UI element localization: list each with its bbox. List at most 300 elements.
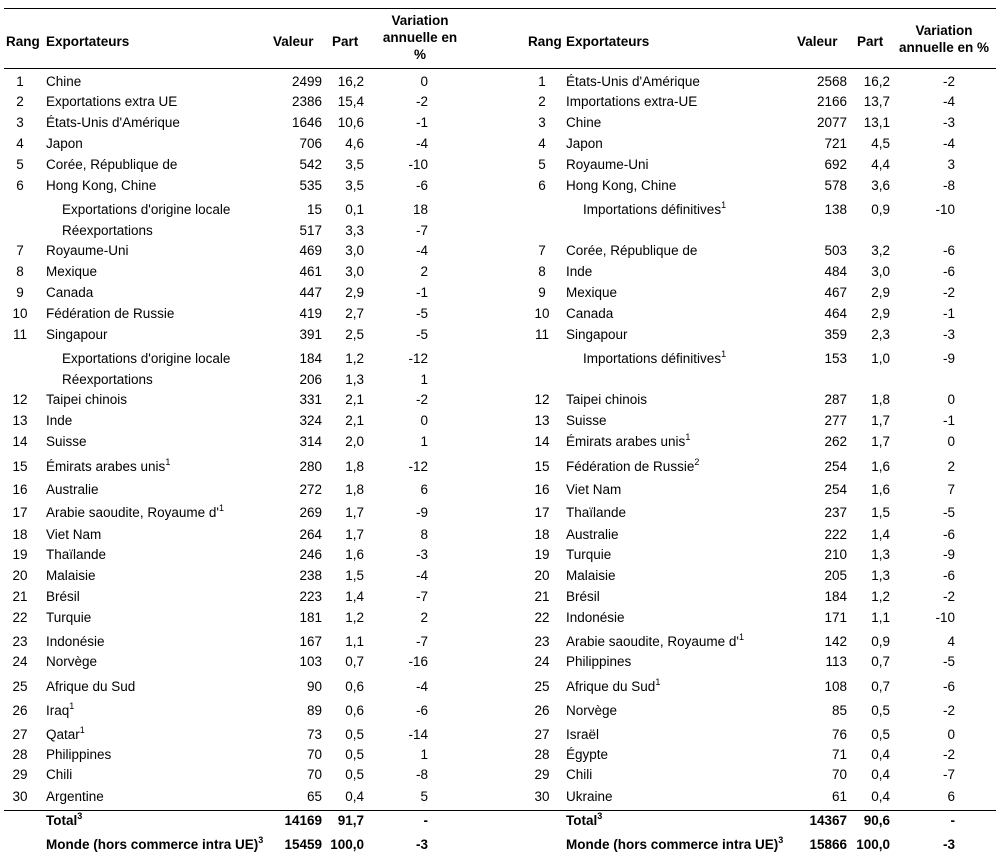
value-left: 238: [299, 568, 322, 583]
rank-right: 20: [534, 568, 550, 583]
rank-right: 2: [538, 94, 546, 109]
share-left: 15,4: [337, 94, 364, 109]
rank-left: 30: [12, 789, 28, 804]
country-name-right: Malaisie: [566, 568, 616, 583]
share-right: 0,5: [871, 727, 890, 742]
country-name-right: Chili: [566, 767, 593, 782]
footnote-marker: 3: [597, 811, 603, 821]
share-left: 1,6: [345, 547, 364, 562]
value-right: 14367: [809, 813, 847, 828]
rank-left: 1: [16, 74, 24, 89]
country-name-left: Réexportations: [62, 372, 153, 387]
change-left: -7: [415, 634, 428, 649]
value-left: 391: [299, 327, 322, 342]
share-right: 0,4: [871, 767, 890, 782]
change-left: 2: [420, 610, 428, 625]
share-right: 1,4: [871, 527, 890, 542]
country-name-left: Norvège: [46, 654, 98, 669]
rank-right: 18: [534, 527, 550, 542]
change-left: -1: [415, 285, 428, 300]
value-right: 464: [824, 306, 847, 321]
share-left: 10,6: [337, 115, 364, 130]
value-right: 113: [825, 654, 847, 669]
share-right: 0,9: [871, 634, 890, 649]
country-name-left: Thaïlande: [46, 547, 107, 562]
rank-left: 26: [12, 703, 28, 718]
share-left: 0,7: [345, 654, 364, 669]
table-row: [0, 221, 1000, 241]
country-name-left: États-Unis d'Amérique: [46, 115, 180, 130]
rank-left: 22: [12, 610, 28, 625]
change-right: 0: [947, 727, 955, 742]
country-name-right: Fédération de Russie$^2$: [566, 457, 700, 474]
share-left: 91,7: [337, 813, 364, 828]
footnote-marker: 3: [778, 835, 784, 845]
value-right: 85: [831, 703, 847, 718]
value-right: 2568: [816, 74, 847, 89]
change-left: -: [423, 813, 428, 828]
header-change-left-line2: annuelle en: [382, 30, 458, 45]
footnote-marker: 1: [685, 432, 691, 442]
rank-left: 7: [16, 243, 24, 258]
change-right: 2: [947, 459, 955, 474]
header-value-right: Valeur: [797, 34, 838, 49]
change-right: -6: [942, 527, 955, 542]
rank-right: 9: [538, 285, 546, 300]
value-right: 2166: [816, 94, 847, 109]
rank-left: 15: [12, 459, 28, 474]
table-row: [0, 632, 1000, 652]
value-left: 314: [299, 434, 322, 449]
change-left: -2: [415, 392, 428, 407]
change-right: -1: [942, 306, 955, 321]
change-left: -4: [415, 568, 428, 583]
share-left: 0,5: [345, 747, 364, 762]
change-left: -14: [408, 727, 428, 742]
table-row: [0, 72, 1000, 92]
share-right: 1,5: [871, 505, 890, 520]
country-name-left: Qatar$^1$: [46, 725, 85, 742]
country-name-left: Corée, République de: [46, 157, 178, 172]
country-name-left: Exportations d'origine locale: [62, 202, 231, 217]
country-name-right: Importations définitives$^1$: [583, 200, 727, 217]
value-right: 171: [824, 610, 847, 625]
table-row: [0, 545, 1000, 565]
country-name-left: Malaisie: [46, 568, 96, 583]
country-name-left: Monde (hors commerce intra UE)$^3$: [46, 835, 264, 852]
rank-right: 29: [534, 767, 550, 782]
share-right: 1,3: [871, 547, 890, 562]
rank-left: 21: [12, 589, 28, 604]
top-rule: [4, 8, 996, 9]
share-left: 1,1: [345, 634, 364, 649]
value-left: 184: [299, 351, 322, 366]
country-name-left: Japon: [46, 136, 83, 151]
rank-left: 10: [12, 306, 28, 321]
share-left: 2,9: [345, 285, 364, 300]
value-left: 89: [306, 703, 322, 718]
value-left: 15: [306, 202, 322, 217]
value-right: 142: [824, 634, 847, 649]
rank-left: 14: [12, 434, 28, 449]
rank-left: 8: [16, 264, 24, 279]
country-name-left: Singapour: [46, 327, 108, 342]
change-left: -3: [415, 547, 428, 562]
country-name-left: Total$^3$: [46, 811, 83, 828]
rank-right: 10: [534, 306, 550, 321]
table-row: [0, 480, 1000, 500]
value-right: 15866: [809, 837, 847, 852]
country-name-right: Hong Kong, Chine: [566, 178, 677, 193]
header-rank-right: Rang: [528, 34, 562, 49]
change-right: -9: [942, 547, 955, 562]
table-row: [0, 241, 1000, 261]
header-change-left-line1: Variation: [391, 13, 449, 28]
rank-left: 29: [12, 767, 28, 782]
share-right: 1,6: [871, 459, 890, 474]
change-right: 0: [947, 392, 955, 407]
footnote-marker: 1: [165, 457, 171, 467]
footnote-marker: 1: [79, 725, 85, 735]
table-row: [0, 200, 1000, 220]
value-right: 61: [831, 789, 847, 804]
share-left: 3,5: [345, 157, 364, 172]
share-right: 1,1: [871, 610, 890, 625]
change-right: 3: [947, 157, 955, 172]
share-left: 1,8: [345, 482, 364, 497]
country-name-right: Japon: [566, 136, 603, 151]
change-right: -6: [942, 568, 955, 583]
rank-right: 26: [534, 703, 550, 718]
share-left: 1,5: [345, 568, 364, 583]
share-left: 16,2: [337, 74, 364, 89]
country-name-left: Arabie saoudite, Royaume $d'^1$: [46, 503, 224, 520]
change-right: -3: [942, 327, 955, 342]
value-right: 205: [824, 568, 847, 583]
value-right: 71: [831, 747, 847, 762]
value-right: 277: [824, 413, 847, 428]
country-name-left: Philippines: [46, 747, 112, 762]
change-right: -4: [942, 94, 955, 109]
country-name-left: Émirats arabes unis$^1$: [46, 457, 171, 474]
rank-right: 21: [534, 589, 550, 604]
share-left: 1,7: [345, 505, 364, 520]
header-change-left-line3: %: [413, 47, 426, 62]
rank-right: 5: [538, 157, 546, 172]
change-left: -10: [408, 157, 428, 172]
table-row: [0, 677, 1000, 697]
table-row: [0, 432, 1000, 452]
rank-right: 13: [534, 413, 550, 428]
rank-right: 8: [538, 264, 546, 279]
share-left: 3,0: [345, 243, 364, 258]
rank-right: 12: [534, 392, 550, 407]
value-left: 70: [306, 767, 322, 782]
rank-right: 14: [534, 434, 550, 449]
share-right: 4,4: [871, 157, 890, 172]
rank-left: 28: [12, 747, 28, 762]
country-name-right: Suisse: [566, 413, 607, 428]
country-name-right: États-Unis d'Amérique: [566, 74, 700, 89]
footnote-marker: 1: [721, 200, 727, 210]
table-row: [0, 503, 1000, 523]
rank-left: 16: [12, 482, 28, 497]
value-left: 73: [306, 727, 322, 742]
rank-left: 9: [16, 285, 24, 300]
change-left: -6: [415, 178, 428, 193]
value-left: 324: [299, 413, 322, 428]
country-name-right: Égypte: [566, 747, 609, 762]
share-left: 0,6: [345, 703, 364, 718]
rank-left: 4: [16, 136, 24, 151]
rank-right: 3: [538, 115, 546, 130]
rank-left: 13: [12, 413, 28, 428]
change-left: 1: [420, 747, 428, 762]
header-share-right: Part: [857, 34, 884, 49]
share-right: 0,7: [871, 679, 890, 694]
value-left: 1646: [291, 115, 322, 130]
share-left: 3,5: [345, 178, 364, 193]
rank-left: 23: [12, 634, 28, 649]
share-left: 2,1: [345, 413, 364, 428]
rank-left: 19: [12, 547, 28, 562]
rank-right: 16: [534, 482, 550, 497]
value-right: 237: [824, 505, 847, 520]
footnote-marker: 1: [655, 677, 661, 687]
change-left: -2: [415, 94, 428, 109]
rank-left: 17: [12, 505, 28, 520]
change-left: 8: [420, 527, 428, 542]
change-left: -1: [415, 115, 428, 130]
rank-left: 5: [16, 157, 24, 172]
country-name-left: Turquie: [46, 610, 92, 625]
country-name-left: Suisse: [46, 434, 87, 449]
rank-right: 27: [534, 727, 550, 742]
share-right: 0,7: [871, 654, 890, 669]
country-name-left: Exportations d'origine locale: [62, 351, 231, 366]
rank-right: 15: [534, 459, 550, 474]
rank-right: 6: [538, 178, 546, 193]
change-right: -: [950, 813, 955, 828]
value-right: 2077: [816, 115, 847, 130]
value-right: 254: [824, 482, 847, 497]
table-row: [0, 745, 1000, 765]
share-right: 1,7: [871, 434, 890, 449]
header-exporters-left: Exportateurs: [46, 34, 130, 49]
total-rule: [4, 810, 996, 811]
rank-right: 25: [534, 679, 550, 694]
table-row: [0, 411, 1000, 431]
share-left: 4,6: [345, 136, 364, 151]
header-share-left: Part: [332, 34, 359, 49]
country-name-left: Iraq$^1$: [46, 701, 75, 718]
change-right: -5: [942, 654, 955, 669]
table-row: [0, 525, 1000, 545]
change-right: -3: [942, 115, 955, 130]
share-right: 2,9: [871, 285, 890, 300]
value-right: 210: [824, 547, 847, 562]
value-left: 331: [299, 392, 322, 407]
value-left: 535: [299, 178, 322, 193]
table-row: [0, 725, 1000, 745]
change-left: 0: [420, 413, 428, 428]
share-right: 2,3: [871, 327, 890, 342]
share-left: 0,1: [345, 202, 364, 217]
rank-left: 27: [12, 727, 28, 742]
table-row: [0, 176, 1000, 196]
value-left: 517: [299, 223, 322, 238]
country-name-left: Chine: [46, 74, 82, 89]
rank-right: 1: [538, 74, 546, 89]
change-left: 18: [412, 202, 428, 217]
change-right: -6: [942, 264, 955, 279]
change-right: -2: [942, 74, 955, 89]
value-left: 269: [299, 505, 322, 520]
change-left: -4: [415, 136, 428, 151]
table-row: [0, 304, 1000, 324]
share-left: 100,0: [330, 837, 364, 852]
header-value-left: Valeur: [273, 34, 314, 49]
value-left: 65: [306, 789, 322, 804]
country-name-right: Afrique du Sud$^1$: [566, 677, 661, 694]
rank-left: 25: [12, 679, 28, 694]
rank-right: 24: [534, 654, 550, 669]
value-right: 578: [824, 178, 847, 193]
header-change-right-line1: Variation: [915, 23, 973, 38]
share-left: 0,6: [345, 679, 364, 694]
table-row: [0, 325, 1000, 345]
value-right: 484: [824, 264, 847, 279]
share-right: 1,6: [871, 482, 890, 497]
change-left: -12: [408, 351, 428, 366]
change-right: -2: [942, 285, 955, 300]
rank-right: 11: [534, 327, 549, 342]
share-right: 3,6: [871, 178, 890, 193]
share-right: 1,0: [871, 351, 890, 366]
country-name-right: Royaume-Uni: [566, 157, 649, 172]
share-left: 3,0: [345, 264, 364, 279]
country-name-right: Importations définitives$^1$: [583, 349, 727, 366]
change-right: 0: [947, 434, 955, 449]
table-row: [0, 390, 1000, 410]
header-change-left: [370, 12, 470, 63]
change-left: -16: [408, 654, 428, 669]
change-left: -6: [415, 703, 428, 718]
footnote-marker: 2: [694, 457, 700, 467]
value-right: 503: [824, 243, 847, 258]
value-left: 2499: [291, 74, 322, 89]
country-name-right: Ukraine: [566, 789, 613, 804]
change-left: -5: [415, 327, 428, 342]
country-name-right: Inde: [566, 264, 593, 279]
value-left: 90: [306, 679, 322, 694]
change-right: -6: [942, 243, 955, 258]
country-name-right: Thaïlande: [566, 505, 627, 520]
value-right: 254: [824, 459, 847, 474]
value-right: 222: [824, 527, 847, 542]
value-right: 467: [824, 285, 847, 300]
value-right: 692: [824, 157, 847, 172]
change-left: -4: [415, 679, 428, 694]
change-right: -2: [942, 747, 955, 762]
country-name-right: Philippines: [566, 654, 632, 669]
share-left: 0,5: [345, 767, 364, 782]
share-right: 13,7: [863, 94, 890, 109]
table-row: [0, 701, 1000, 721]
table-row: [0, 134, 1000, 154]
country-name-left: Canada: [46, 285, 94, 300]
value-right: 70: [831, 767, 847, 782]
share-right: 0,5: [871, 703, 890, 718]
change-right: 6: [947, 789, 955, 804]
value-left: 181: [299, 610, 322, 625]
change-left: 0: [420, 74, 428, 89]
country-name-right: Mexique: [566, 285, 618, 300]
value-left: 461: [299, 264, 322, 279]
country-name-right: Norvège: [566, 703, 618, 718]
change-left: -9: [415, 505, 428, 520]
change-left: 6: [420, 482, 428, 497]
table-row: [0, 566, 1000, 586]
change-right: -8: [942, 178, 955, 193]
rank-right: 22: [534, 610, 550, 625]
table-row: [0, 113, 1000, 133]
share-right: 4,5: [871, 136, 890, 151]
country-name-left: Viet Nam: [46, 527, 102, 542]
footnote-marker: 1: [69, 701, 75, 711]
table-row: [0, 587, 1000, 607]
rank-left: 2: [16, 94, 24, 109]
country-name-left: Argentine: [46, 789, 104, 804]
value-left: 542: [299, 157, 322, 172]
change-left: -5: [415, 306, 428, 321]
country-name-right: Émirats arabes unis$^1$: [566, 432, 691, 449]
share-left: 1,3: [345, 372, 364, 387]
country-name-left: Afrique du Sud: [46, 679, 136, 694]
share-left: 0,5: [345, 727, 364, 742]
share-right: 13,1: [863, 115, 890, 130]
country-name-left: Réexportations: [62, 223, 153, 238]
table-row: [0, 652, 1000, 672]
value-right: 76: [831, 727, 847, 742]
value-right: 287: [824, 392, 847, 407]
country-name-right: Importations extra-UE: [566, 94, 698, 109]
change-right: -4: [942, 136, 955, 151]
country-name-left: Indonésie: [46, 634, 105, 649]
value-left: 447: [299, 285, 322, 300]
value-right: 108: [824, 679, 847, 694]
share-right: 90,6: [863, 813, 890, 828]
change-right: -10: [935, 610, 955, 625]
country-name-left: Brésil: [46, 589, 80, 604]
footnote-marker: 1: [738, 632, 744, 642]
change-left: -3: [415, 837, 428, 852]
value-left: 280: [299, 459, 322, 474]
share-right: 0,4: [871, 789, 890, 804]
share-right: 1,2: [871, 589, 890, 604]
change-left: -7: [415, 223, 428, 238]
table-row: [0, 457, 1000, 477]
rank-right: 19: [534, 547, 550, 562]
change-right: -6: [942, 679, 955, 694]
share-right: 100,0: [856, 837, 890, 852]
change-right: -1: [942, 413, 955, 428]
share-right: 1,8: [871, 392, 890, 407]
rank-right: 23: [534, 634, 550, 649]
header-exporters-right: Exportateurs: [566, 34, 650, 49]
value-left: 70: [306, 747, 322, 762]
value-left: 206: [299, 372, 322, 387]
